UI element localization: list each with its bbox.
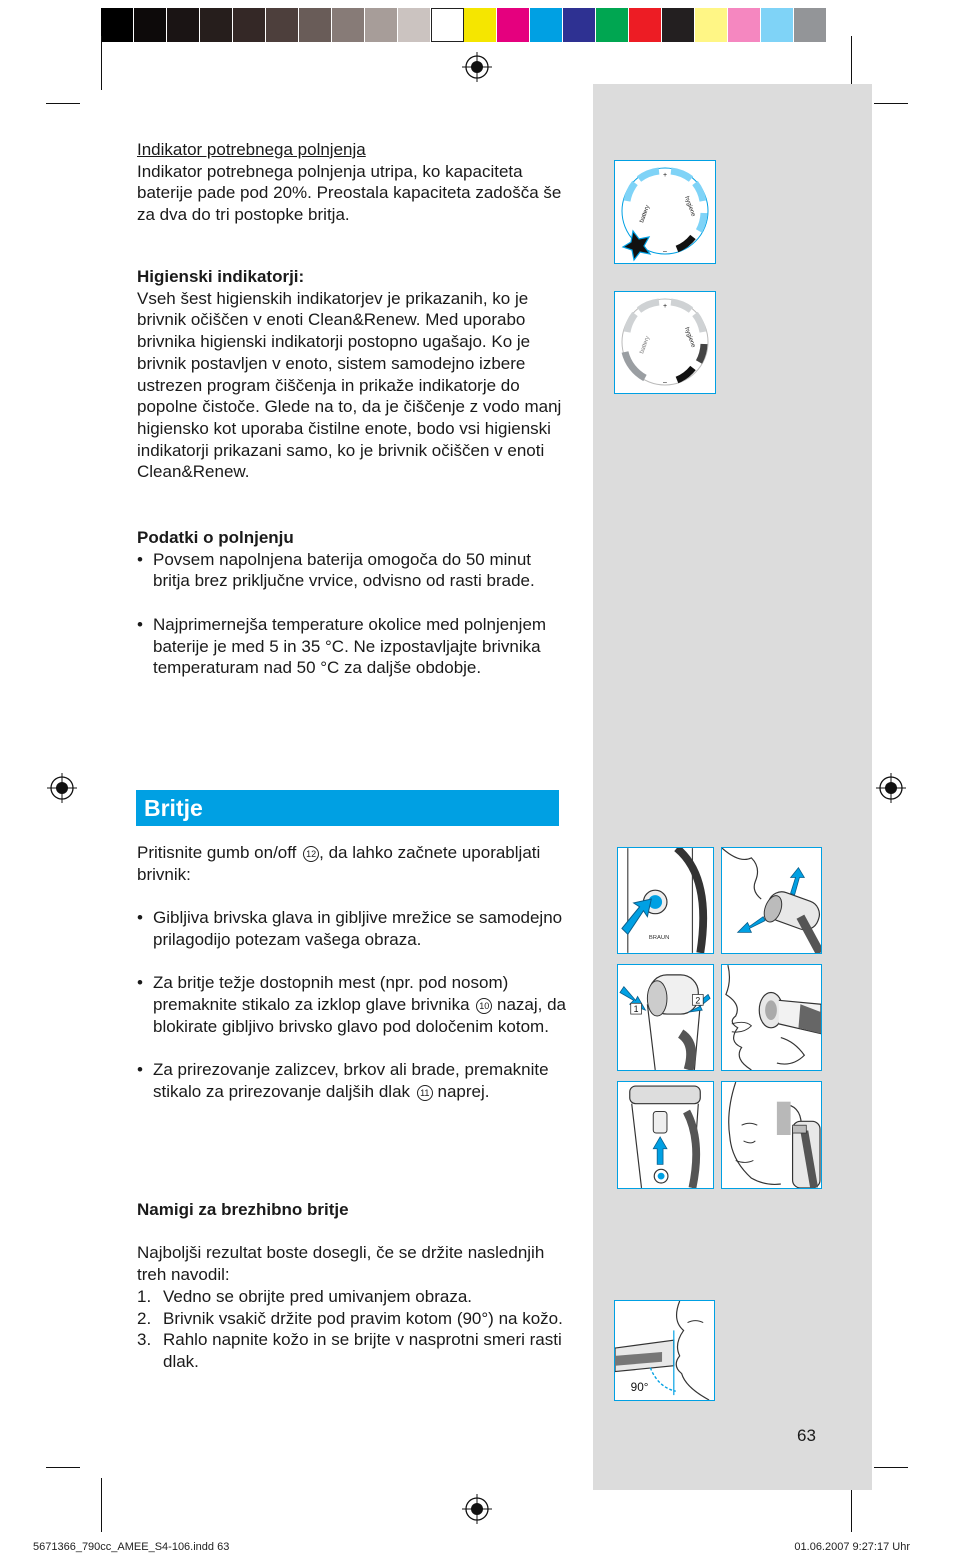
color-swatch	[431, 8, 464, 42]
text-span: naprej.	[437, 1081, 490, 1101]
section-title: Podatki o polnjenju	[137, 528, 294, 547]
crop-mark	[874, 1467, 908, 1468]
color-swatch	[596, 8, 629, 42]
color-swatch	[695, 8, 728, 42]
crop-mark	[101, 36, 102, 90]
intro-paragraph	[137, 842, 567, 885]
battery-dial-icon	[615, 161, 715, 263]
hygiene-label: hygiene	[683, 195, 696, 218]
step-label: 1	[633, 1004, 639, 1015]
figure-lock-head	[617, 964, 714, 1071]
color-swatch	[233, 8, 266, 42]
figure-trimmer-switch	[617, 1081, 714, 1189]
registration-mark-icon	[876, 773, 906, 803]
text-span: Rahlo napnite kožo in se brijte v nasprotni smeri rasti dlak.	[163, 1330, 562, 1371]
figure-charge-dial-blinking	[614, 160, 716, 264]
color-swatch	[299, 8, 332, 42]
step-label: 2	[695, 995, 701, 1006]
section-title: Namigi za brezhibno britje	[137, 1200, 349, 1219]
tips-intro: Najboljši rezultat boste dosegli, če se držite naslednjih treh navodil:	[137, 1243, 545, 1285]
lock-head-illustration	[618, 965, 713, 1070]
list-item	[137, 1329, 567, 1372]
color-swatch	[134, 8, 167, 42]
section-shaving	[137, 842, 567, 1102]
color-swatch	[101, 8, 134, 42]
crop-mark	[874, 103, 908, 104]
crop-mark	[101, 1478, 102, 1532]
color-swatch	[530, 8, 563, 42]
flexible-head-illustration	[722, 848, 821, 953]
color-swatch	[398, 8, 431, 42]
crop-mark	[851, 36, 852, 90]
color-swatch	[464, 8, 497, 42]
reference-number-badge: 10	[476, 998, 492, 1014]
figure-trim-sideburns	[721, 1081, 822, 1189]
footer-file-info: 5671366_790cc_AMEE_S4-106.indd 63	[33, 1541, 230, 1553]
reference-number-badge: 11	[417, 1085, 433, 1101]
list-item: • Gibljiva brivska glava in gibljive mrežice se samodejno prilagodijo potezam vašega obraza.	[137, 907, 567, 950]
crop-mark	[46, 103, 80, 104]
hygiene-dial-icon	[615, 292, 715, 393]
crop-mark	[46, 1467, 80, 1468]
footer-timestamp: 01.06.2007 9:27:17 Uhr	[794, 1541, 910, 1553]
color-swatch	[332, 8, 365, 42]
section-title: Indikator potrebnega polnjenja	[137, 140, 366, 159]
section-body: Indikator potrebnega polnjenja utripa, ko kapaciteta baterije pade pod 20%. Preostala kapaciteta zadošča še za dva do tri postopke britja.	[137, 161, 562, 225]
figure-shave-under-nose	[721, 964, 822, 1071]
list-item	[137, 1286, 567, 1308]
color-swatch	[629, 8, 662, 42]
plus-label: +	[662, 172, 668, 179]
text-span: Za prirezovanje zalizcev, brkov ali brade, premaknite stikalo za prirezovanje daljših dlak	[153, 1059, 549, 1101]
brand-label: BRAUN	[648, 935, 670, 942]
color-swatch	[563, 8, 596, 42]
color-swatch	[200, 8, 233, 42]
section-heading-britje: Britje	[136, 790, 559, 826]
right-angle-illustration	[615, 1301, 714, 1400]
under-nose-illustration	[722, 965, 821, 1070]
section-hygiene-indicators	[137, 266, 567, 483]
minus-label: –	[663, 248, 667, 255]
list-item	[137, 1059, 567, 1102]
battery-label: battery	[639, 204, 652, 224]
page-number: 63	[797, 1426, 816, 1445]
list-item: • Povsem napolnjena baterija omogoča do 50 minut britja brez priključne vrvice, odvisno od rasti brade.	[137, 549, 567, 592]
sideburns-illustration	[722, 1082, 821, 1188]
hygiene-label: hygiene	[683, 326, 696, 349]
text-span: Za britje težje dostopnih mest (npr. pod nosom) premaknite stikalo za izklop glave brivnika	[153, 973, 509, 1014]
registration-mark-icon	[462, 1494, 492, 1524]
color-swatch	[266, 8, 299, 42]
section-charging-info	[137, 527, 567, 679]
color-swatch	[497, 8, 530, 42]
figure-press-on-off	[617, 847, 714, 954]
angle-label: 90°	[630, 1381, 649, 1395]
list-number: 3.	[137, 1330, 152, 1350]
figure-hygiene-dial	[614, 291, 716, 394]
plus-label: +	[662, 303, 668, 310]
figure-flexible-head	[721, 847, 822, 954]
figure-ninety-degree-angle	[614, 1300, 715, 1401]
section-title: Higienski indikatorji:	[137, 267, 305, 286]
list-number: 2.	[137, 1308, 152, 1328]
section-body: Vseh šest higienskih indikatorjev je prikazanih, ko je brivnik očiščen v enoti Clean&Renew. Med uporabo brivnika higienski indikatorji postopno ugašajo. Ko je brivnik postavljen v enoto, sistem samodejno izbere ustrezen program čiščenja in prikaže indikatorje do popolne čistoče. Glede na to, da je čiščenje z vodo manj higiensko kot uporaba čistilne enote, bodo vsi higienski indikatorji prikazani samo, ko je brivnik očiščen v enoti Clean&Renew.	[137, 288, 562, 482]
color-swatch	[167, 8, 200, 42]
list-item: • Najprimernejša temperature okolice med polnjenjem baterije je med 5 in 35 °C. Ne izpostavljajte brivnika temperaturam nad 50 °C za daljše obdobje.	[137, 614, 567, 679]
text-span: nazaj, da blokirate gibljivo brivsko glavo pod določenim kotom.	[153, 994, 567, 1036]
registration-mark-icon	[462, 52, 492, 82]
list-item	[137, 1308, 567, 1330]
text-span: Pritisnite gumb on/off	[137, 843, 297, 862]
battery-label: battery	[639, 335, 652, 355]
color-swatch	[728, 8, 761, 42]
list-item	[137, 972, 567, 1037]
minus-label: –	[663, 379, 667, 386]
reference-number-badge: 12	[303, 846, 319, 862]
section-charge-indicator	[137, 139, 567, 226]
color-calibration-bar	[101, 8, 827, 42]
color-swatch	[662, 8, 695, 42]
list-number: 1.	[137, 1286, 152, 1306]
color-swatch	[761, 8, 794, 42]
color-swatch	[794, 8, 827, 42]
registration-mark-icon	[47, 773, 77, 803]
text-span: , da lahko začnete uporabljati brivnik:	[137, 843, 541, 884]
text-span: Brivnik vsakič držite pod pravim kotom (90°) na kožo.	[163, 1308, 563, 1328]
trimmer-switch-illustration	[618, 1082, 713, 1188]
shaver-on-off-illustration	[618, 848, 713, 953]
text-span: Vedno se obrijte pred umivanjem obraza.	[163, 1286, 473, 1306]
color-swatch	[365, 8, 398, 42]
section-shaving-tips	[137, 1199, 567, 1373]
